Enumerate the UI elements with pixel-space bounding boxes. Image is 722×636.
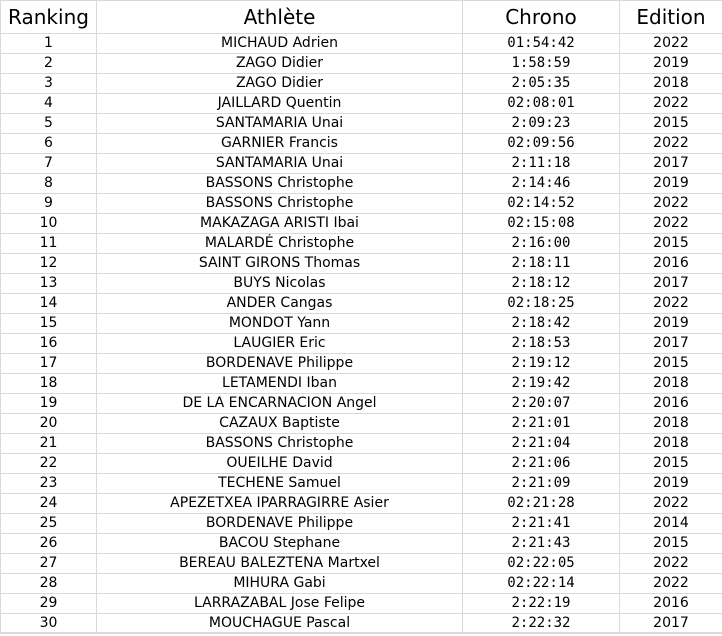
- cell-edition[interactable]: 2018: [620, 374, 722, 394]
- cell-edition[interactable]: 2019: [620, 54, 722, 74]
- cell-edition[interactable]: 2022: [620, 294, 722, 314]
- table-row: [1, 94, 722, 114]
- cell-athlete[interactable]: TECHENE Samuel: [97, 474, 463, 494]
- cell-edition[interactable]: 2017: [620, 334, 722, 354]
- cell-chrono[interactable]: 2:14:46: [463, 174, 620, 194]
- cell-chrono[interactable]: 1:58:59: [463, 54, 620, 74]
- table-row: [1, 314, 722, 334]
- cell-edition[interactable]: 2018: [620, 434, 722, 454]
- cell-athlete[interactable]: BORDENAVE Philippe: [97, 514, 463, 534]
- cell-ranking[interactable]: 9: [1, 194, 97, 214]
- cell-ranking[interactable]: 4: [1, 94, 97, 114]
- cell-edition[interactable]: 2022: [620, 94, 722, 114]
- cell-athlete[interactable]: BASSONS Christophe: [97, 434, 463, 454]
- table-row: [1, 554, 722, 574]
- cell-chrono[interactable]: 02:18:25: [463, 294, 620, 314]
- cell-edition[interactable]: 2019: [620, 314, 722, 334]
- cell-athlete[interactable]: JAILLARD Quentin: [97, 94, 463, 114]
- table-row: [1, 174, 722, 194]
- header-ranking[interactable]: Ranking: [1, 1, 97, 34]
- cell-athlete[interactable]: LAUGIER Eric: [97, 334, 463, 354]
- cell-chrono[interactable]: 2:21:09: [463, 474, 620, 494]
- cell-athlete[interactable]: DE LA ENCARNACION Angel: [97, 394, 463, 414]
- cell-athlete[interactable]: OUEILHE David: [97, 454, 463, 474]
- table-row: [1, 434, 722, 454]
- cell-athlete[interactable]: GARNIER Francis: [97, 134, 463, 154]
- cell-edition[interactable]: 2017: [620, 154, 722, 174]
- cell-chrono[interactable]: 2:16:00: [463, 234, 620, 254]
- cell-ranking[interactable]: 29: [1, 594, 97, 614]
- cell-ranking[interactable]: 27: [1, 554, 97, 574]
- cell-ranking[interactable]: 12: [1, 254, 97, 274]
- cell-athlete[interactable]: BEREAU BALEZTENA Martxel: [97, 554, 463, 574]
- cell-edition[interactable]: 2016: [620, 254, 722, 274]
- table-row: [1, 154, 722, 174]
- cell-ranking[interactable]: 10: [1, 214, 97, 234]
- cell-ranking[interactable]: 25: [1, 514, 97, 534]
- table-row: [1, 194, 722, 214]
- cell-athlete[interactable]: CAZAUX Baptiste: [97, 414, 463, 434]
- table-row: [1, 534, 722, 554]
- cell-chrono[interactable]: 2:19:42: [463, 374, 620, 394]
- cell-ranking[interactable]: 16: [1, 334, 97, 354]
- cell-athlete[interactable]: ZAGO Didier: [97, 74, 463, 94]
- cell-ranking[interactable]: 23: [1, 474, 97, 494]
- cell-athlete[interactable]: LARRAZABAL Jose Felipe: [97, 594, 463, 614]
- cell-edition[interactable]: 2015: [620, 354, 722, 374]
- cell-ranking[interactable]: 13: [1, 274, 97, 294]
- cell-chrono[interactable]: 02:22:14: [463, 574, 620, 594]
- cell-athlete[interactable]: SANTAMARIA Unai: [97, 154, 463, 174]
- cell-ranking[interactable]: 22: [1, 454, 97, 474]
- cell-ranking[interactable]: 5: [1, 114, 97, 134]
- table-row: [1, 234, 722, 254]
- table-row: [1, 74, 722, 94]
- cell-athlete[interactable]: ZAGO Didier: [97, 54, 463, 74]
- cell-athlete[interactable]: SAINT GIRONS Thomas: [97, 254, 463, 274]
- cell-edition[interactable]: 2018: [620, 414, 722, 434]
- cell-edition[interactable]: 2018: [620, 74, 722, 94]
- next-row-edge: [0, 632, 722, 636]
- cell-ranking[interactable]: 21: [1, 434, 97, 454]
- cell-edition[interactable]: 2016: [620, 394, 722, 414]
- cell-athlete[interactable]: MONDOT Yann: [97, 314, 463, 334]
- cell-athlete[interactable]: MOUCHAGUE Pascal: [97, 614, 463, 634]
- cell-chrono[interactable]: 02:08:01: [463, 94, 620, 114]
- cell-edition[interactable]: 2022: [620, 134, 722, 154]
- table-row: [1, 614, 722, 634]
- cell-ranking[interactable]: 8: [1, 174, 97, 194]
- cell-ranking[interactable]: 19: [1, 394, 97, 414]
- cell-athlete[interactable]: LETAMENDI Iban: [97, 374, 463, 394]
- table-row: [1, 334, 722, 354]
- cell-ranking[interactable]: 15: [1, 314, 97, 334]
- cell-ranking[interactable]: 28: [1, 574, 97, 594]
- header-edition[interactable]: Edition: [620, 1, 722, 34]
- cell-athlete[interactable]: SANTAMARIA Unai: [97, 114, 463, 134]
- cell-ranking[interactable]: 1: [1, 34, 97, 54]
- cell-chrono[interactable]: 2:11:18: [463, 154, 620, 174]
- cell-ranking[interactable]: 2: [1, 54, 97, 74]
- cell-edition[interactable]: 2015: [620, 234, 722, 254]
- cell-athlete[interactable]: ANDER Cangas: [97, 294, 463, 314]
- cell-chrono[interactable]: 02:14:52: [463, 194, 620, 214]
- cell-ranking[interactable]: 6: [1, 134, 97, 154]
- cell-edition[interactable]: 2022: [620, 574, 722, 594]
- cell-chrono[interactable]: 2:18:53: [463, 334, 620, 354]
- cell-edition[interactable]: 2022: [620, 554, 722, 574]
- cell-edition[interactable]: 2016: [620, 594, 722, 614]
- table-row: [1, 294, 722, 314]
- cell-chrono[interactable]: 2:21:06: [463, 454, 620, 474]
- cell-chrono[interactable]: 2:20:07: [463, 394, 620, 414]
- table-row: [1, 414, 722, 434]
- cell-ranking[interactable]: 20: [1, 414, 97, 434]
- table-row: [1, 474, 722, 494]
- cell-ranking[interactable]: 30: [1, 614, 97, 634]
- table-row: [1, 374, 722, 394]
- cell-ranking[interactable]: 26: [1, 534, 97, 554]
- cell-athlete[interactable]: APEZETXEA IPARRAGIRRE Asier: [97, 494, 463, 514]
- cell-chrono[interactable]: 2:18:42: [463, 314, 620, 334]
- cell-ranking[interactable]: 14: [1, 294, 97, 314]
- cell-athlete[interactable]: MICHAUD Adrien: [97, 34, 463, 54]
- cell-chrono[interactable]: 2:21:01: [463, 414, 620, 434]
- cell-edition[interactable]: 2014: [620, 514, 722, 534]
- cell-ranking[interactable]: 18: [1, 374, 97, 394]
- table-row: [1, 494, 722, 514]
- table-row: [1, 274, 722, 294]
- table-row: [1, 254, 722, 274]
- cell-chrono[interactable]: 2:21:04: [463, 434, 620, 454]
- cell-chrono[interactable]: 2:21:41: [463, 514, 620, 534]
- cell-edition[interactable]: 2015: [620, 454, 722, 474]
- cell-edition[interactable]: 2022: [620, 214, 722, 234]
- cell-ranking[interactable]: 7: [1, 154, 97, 174]
- cell-edition[interactable]: 2022: [620, 494, 722, 514]
- table-row: [1, 214, 722, 234]
- table-row: [1, 514, 722, 534]
- table-row: [1, 114, 722, 134]
- table-row: [1, 594, 722, 614]
- cell-ranking[interactable]: 11: [1, 234, 97, 254]
- cell-athlete[interactable]: MIHURA Gabi: [97, 574, 463, 594]
- table-row: [1, 54, 722, 74]
- cell-ranking[interactable]: 24: [1, 494, 97, 514]
- cell-edition[interactable]: 2019: [620, 474, 722, 494]
- cell-athlete[interactable]: BORDENAVE Philippe: [97, 354, 463, 374]
- table-row: [1, 34, 722, 54]
- cell-chrono[interactable]: 02:09:56: [463, 134, 620, 154]
- header-row: [1, 1, 722, 34]
- table-row: [1, 574, 722, 594]
- cell-chrono[interactable]: 2:22:19: [463, 594, 620, 614]
- cell-athlete[interactable]: MAKAZAGA ARISTI Ibai: [97, 214, 463, 234]
- table-row: [1, 354, 722, 374]
- cell-chrono[interactable]: 2:18:12: [463, 274, 620, 294]
- cell-chrono[interactable]: 02:22:05: [463, 554, 620, 574]
- cell-edition[interactable]: 2017: [620, 274, 722, 294]
- cell-ranking[interactable]: 3: [1, 74, 97, 94]
- cell-ranking[interactable]: 17: [1, 354, 97, 374]
- cell-athlete[interactable]: BACOU Stephane: [97, 534, 463, 554]
- cell-edition[interactable]: 2015: [620, 114, 722, 134]
- cell-athlete[interactable]: MALARDÉ Christophe: [97, 234, 463, 254]
- table-row: [1, 134, 722, 154]
- cell-chrono[interactable]: 2:21:43: [463, 534, 620, 554]
- cell-chrono[interactable]: 02:21:28: [463, 494, 620, 514]
- cell-edition[interactable]: 2022: [620, 194, 722, 214]
- cell-edition[interactable]: 2019: [620, 174, 722, 194]
- header-chrono[interactable]: Chrono: [463, 1, 620, 34]
- cell-chrono[interactable]: 2:05:35: [463, 74, 620, 94]
- table-body: [1, 34, 722, 634]
- cell-chrono[interactable]: 01:54:42: [463, 34, 620, 54]
- cell-chrono[interactable]: 02:15:08: [463, 214, 620, 234]
- header-athlete[interactable]: Athlète: [97, 1, 463, 34]
- cell-edition[interactable]: 2022: [620, 34, 722, 54]
- cell-edition[interactable]: 2017: [620, 614, 722, 634]
- cell-athlete[interactable]: BASSONS Christophe: [97, 194, 463, 214]
- cell-athlete[interactable]: BASSONS Christophe: [97, 174, 463, 194]
- cell-edition[interactable]: 2015: [620, 534, 722, 554]
- table-row: [1, 394, 722, 414]
- cell-chrono[interactable]: 2:19:12: [463, 354, 620, 374]
- cell-athlete[interactable]: BUYS Nicolas: [97, 274, 463, 294]
- cell-chrono[interactable]: 2:09:23: [463, 114, 620, 134]
- table-row: [1, 454, 722, 474]
- cell-chrono[interactable]: 2:18:11: [463, 254, 620, 274]
- cell-chrono[interactable]: 2:22:32: [463, 614, 620, 634]
